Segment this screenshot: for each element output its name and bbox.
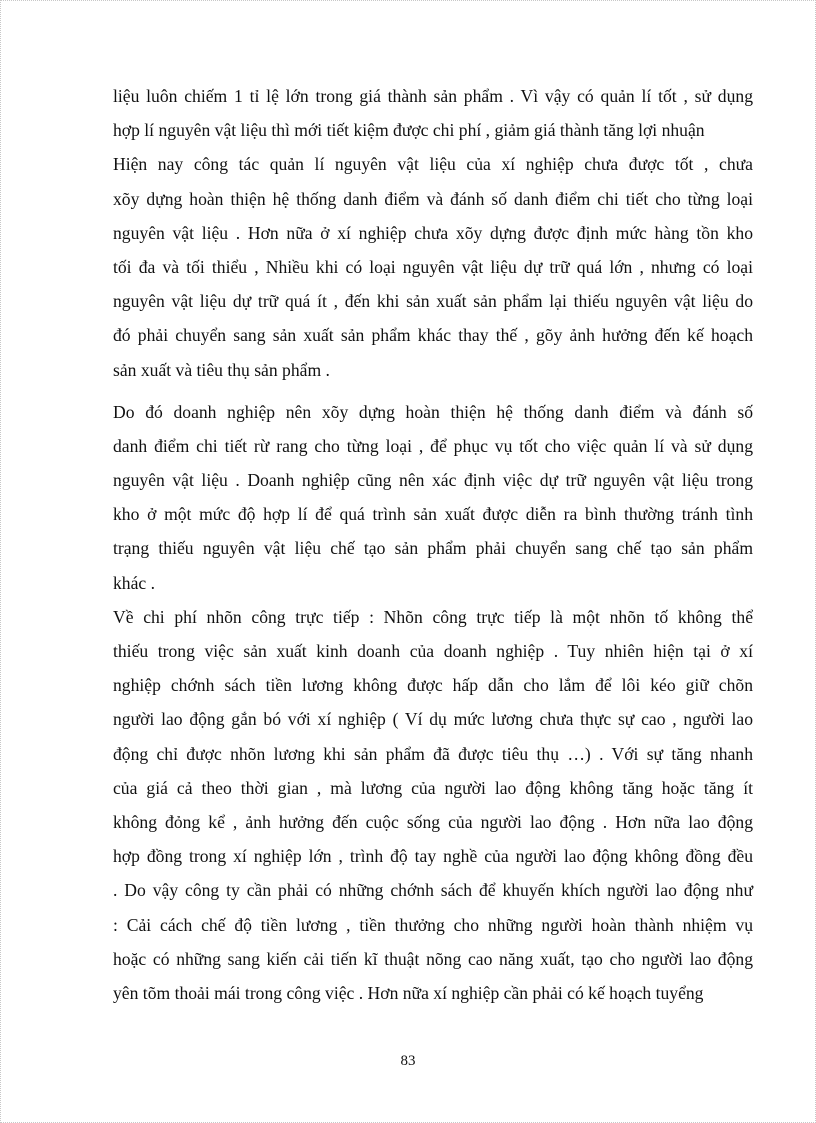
text-line: đó phải chuyển sang sản xuất sản phẩm khác thay thế , gõy ảnh hưởng đến kế hoạch: [113, 325, 753, 346]
paragraph-spacer: [113, 387, 753, 395]
text-line: của giá cả theo thời gian , mà lương của người lao động không tăng hoặc tăng ít: [113, 777, 753, 798]
text-line: người lao động gắn bó với xí nghiệp ( Ví dụ mức lương chưa thực sự cao , người lao: [113, 709, 753, 730]
text-line: . Do vậy công ty cần phải có những chớnh sách để khuyến khích người lao động như: [113, 880, 753, 901]
text-line: Hiện nay công tác quản lí nguyên vật liệu của xí nghiệp chưa được tốt , chưa: [113, 154, 753, 175]
text-line: hoặc có những sang kiến cải tiến kĩ thuật nõng cao năng xuất, tạo cho người lao động: [113, 948, 753, 969]
text-line: trạng thiếu nguyên vật liệu chế tạo sản phẩm phải chuyển sang chế tạo sản phẩm: [113, 538, 753, 559]
text-line: không đỏng kể , ảnh hưởng đến cuộc sống của người lao động . Hơn nữa lao động: [113, 811, 753, 832]
text-line: nguyên vật liệu . Doanh nghiệp cũng nên xác định việc dự trữ nguyên vật liệu trong: [113, 470, 753, 491]
text-line: Do đó doanh nghiệp nên xõy dựng hoàn thiện hệ thống danh điểm và đánh số: [113, 401, 753, 422]
page-number: 83: [400, 1053, 416, 1069]
text-line: tối đa và tối thiểu , Nhiều khi có loại nguyên vật liệu dự trữ quá lớn , nhưng có loại: [113, 256, 753, 277]
text-line: khác .: [113, 572, 156, 593]
text-line: xõy dựng hoàn thiện hệ thống danh điểm và đánh số danh điểm chi tiết cho từng loại: [113, 188, 753, 209]
text-line: liệu luôn chiếm 1 tỉ lệ lớn trong giá thành sản phẩm . Vì vậy có quản lí tốt , sử dụng: [113, 86, 753, 106]
text-line: nghiệp chớnh sách tiền lương không được hấp dẫn cho lắm để lôi kéo giữ chõn: [113, 675, 753, 696]
text-line: kho ở một mức độ hợp lí để quá trình sản xuất được diễn ra bình thường tránh tình: [113, 504, 753, 525]
paragraph-1: [113, 79, 753, 147]
paragraph-4: [113, 600, 753, 1010]
text-line: thiếu trong việc sản xuất kinh doanh của doanh nghiệp . Tuy nhiên hiện tại ở xí: [113, 641, 753, 661]
text-line: : Cải cách chế độ tiền lương , tiền thưởng cho những người hoàn thành nhiệm vụ: [113, 914, 753, 935]
text-line: hợp lí nguyên vật liệu thì mới tiết kiệm được chi phí , giảm giá thành tăng lợi nhuận: [113, 120, 705, 141]
text-line: danh điểm chi tiết rừ rang cho từng loại , để phục vụ tốt cho việc quản lí và sử dụng: [113, 435, 753, 456]
text-line: nguyên vật liệu . Hơn nữa ở xí nghiệp chưa xõy dựng được định mức hàng tồn kho: [113, 222, 753, 243]
text-line: sản xuất và tiêu thụ sản phẩm .: [113, 359, 330, 380]
paragraph-3: [113, 395, 753, 600]
text-line: động chỉ được nhõn lương khi sản phẩm đã được tiêu thụ …) . Với sự tăng nhanh: [113, 743, 753, 764]
text-line: yên tõm thoải mái trong công việc . Hơn nữa xí nghiệp cần phải có kế hoạch tuyểng: [113, 982, 704, 1003]
text-line: hợp đồng trong xí nghiệp lớn , trình độ tay nghề của người lao động không đồng đều: [113, 846, 753, 867]
text-line: nguyên vật liệu dự trữ quá ít , đến khi sản xuất sản phẩm lại thiếu nguyên vật liệu do: [113, 291, 753, 312]
paragraph-2: [113, 147, 753, 386]
body-text: [113, 79, 753, 1010]
text-line: Về chi phí nhõn công trực tiếp : Nhõn công trực tiếp là một nhõn tố không thể: [113, 606, 753, 627]
